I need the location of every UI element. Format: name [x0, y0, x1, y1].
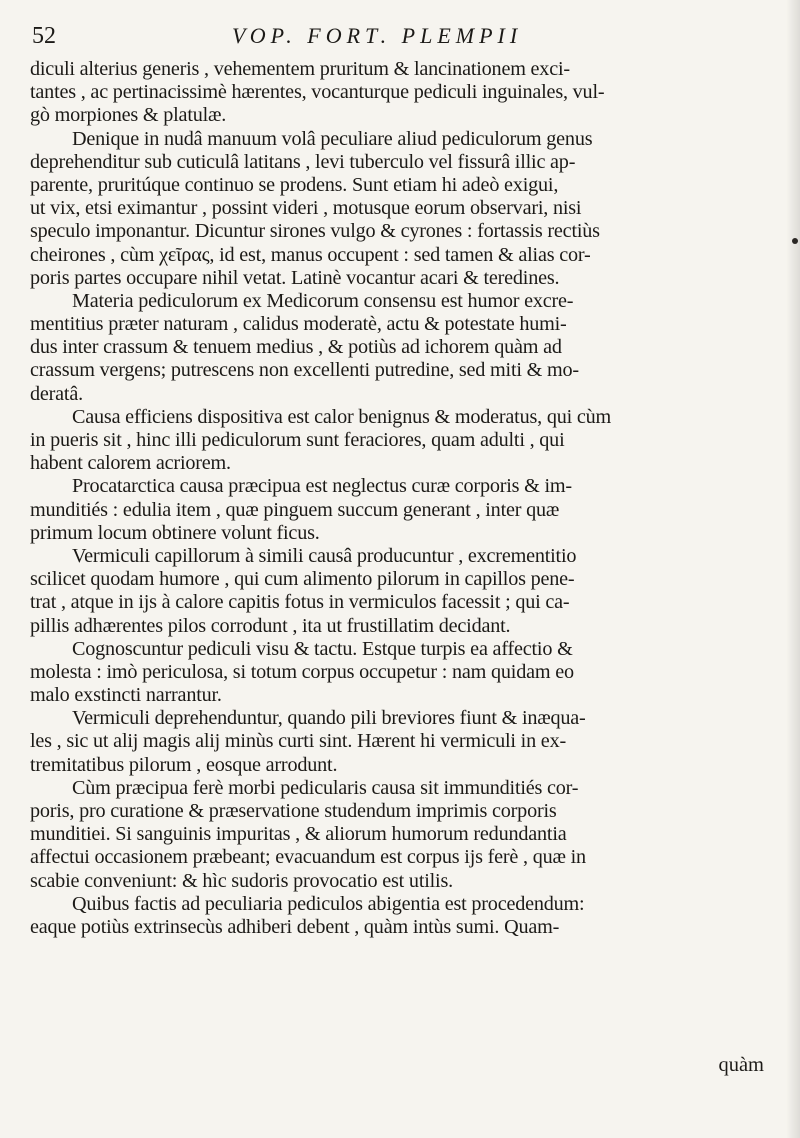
- paragraph-start-line: Cognoscuntur pediculi visu & tactu. Estque turpis ea affectio &: [72, 637, 573, 660]
- text-line: scabie conveniunt: & hìc sudoris provocatio est utilis.: [30, 869, 453, 892]
- text-line: ut vix, etsi eximantur , possint videri , motusque eorum observari, nisi: [30, 197, 582, 220]
- text-line: munditiei. Si sanguinis impuritas , & aliorum humorum redundantia: [30, 823, 567, 846]
- text-line: poris, pro curatione & præservatione studendum imprimis corporis: [30, 800, 557, 822]
- text-line: affectui occasionem præbeant; evacuandum est corpus ijs ferè , quæ in: [30, 846, 586, 869]
- text-line: poris partes occupare nihil vetat. Latinè vocantur acari & teredines.: [30, 266, 560, 289]
- text-line: tremitatibus pilorum , eosque arrodunt.: [30, 753, 338, 776]
- text-line: cheirones , cùm χεῖρας, id est, manus occupent : sed tamen & alias cor-: [30, 243, 591, 266]
- paragraph-start-line: Denique in nudâ manuum volâ peculiare aliud pediculorum genus: [72, 127, 593, 150]
- paragraph-start-line: Cùm præcipua ferè morbi pedicularis causa sit immunditiés cor-: [72, 776, 579, 799]
- text-line: diculi alterius generis , vehementem pruritum & lancinationem exci-: [30, 58, 570, 80]
- paragraph-start-line: Vermiculi deprehenduntur, quando pili breviores fiunt & inæqua-: [72, 707, 586, 730]
- text-line: dus inter crassum & tenuem medius , & potiùs ad ichorem quàm ad: [30, 336, 562, 359]
- text-line: gò morpiones & platulæ.: [30, 104, 227, 127]
- text-line: deratâ.: [30, 382, 83, 405]
- text-line: pillis adhærentes pilos corrodunt , ita ut frustillatim decidant.: [30, 614, 511, 637]
- paragraph-start-line: Procatarctica causa præcipua est neglectus curæ corporis & im-: [72, 475, 572, 498]
- text-line: habent calorem acriorem.: [30, 452, 231, 475]
- text-line: les , sic ut alij magis alij minùs curti sint. Hærent hi vermiculi in ex-: [30, 730, 566, 753]
- text-line: deprehenditur sub cuticulâ latitans , levi tuberculo vel fissurâ illic ap-: [30, 150, 576, 173]
- text-line: speculo imponantur. Dicuntur sirones vulgo & cyrones : fortassis rectiùs: [30, 220, 600, 243]
- paragraph-start-line: Quibus factis ad peculiaria pediculos abigentia est procedendum:: [72, 892, 585, 915]
- text-line: malo exstincti narrantur.: [30, 684, 222, 707]
- running-head: [32, 22, 762, 50]
- page-number: 52: [32, 23, 56, 49]
- text-line: scilicet quodam humore , qui cum alimento pilorum in capillos pene-: [30, 568, 575, 591]
- running-title: VOP. FORT. PLEMPII: [232, 23, 523, 48]
- text-line: in pueris sit , hinc illi pediculorum sunt feraciores, quam adulti , qui: [30, 429, 565, 451]
- text-line: crassum vergens; putrescens non excellenti putredine, sed miti & mo-: [30, 359, 579, 382]
- paragraph-start-line: Vermiculi capillorum à simili causâ producuntur , excrementitio: [72, 544, 577, 567]
- paragraph-start-line: Materia pediculorum ex Medicorum consensu est humor excre-: [72, 289, 574, 312]
- text-line: munditiés : edulia item , quæ pinguem succum generant , inter quæ: [30, 498, 560, 521]
- catchword: quàm: [718, 1054, 764, 1076]
- page-edge-shadow: [786, 0, 800, 1138]
- text-line: eaque potiùs extrinsecùs adhiberi debent , quàm intùs sumi. Quam-: [30, 915, 560, 938]
- ink-spot: [792, 238, 798, 244]
- text-line: tantes , ac pertinacissimè hærentes, vocanturque pediculi inguinales, vul-: [30, 81, 605, 104]
- text-line: molesta : imò periculosa, si totum corpus occupetur : nam quidam eo: [30, 660, 574, 683]
- text-line: trat , atque in ijs à calore capitis fotus in vermiculos facessit ; qui ca-: [30, 591, 570, 614]
- text-line: mentitius præter naturam , calidus moderatè, actu & potestate humi-: [30, 313, 567, 336]
- text-line: parente, pruritúque continuo se prodens. Sunt etiam hi adeò exigui,: [30, 173, 559, 196]
- text-line: primum locum obtinere volunt ficus.: [30, 521, 320, 544]
- body-text: [30, 58, 764, 939]
- paragraph-start-line: Causa efficiens dispositiva est calor benignus & moderatus, qui cùm: [72, 405, 612, 428]
